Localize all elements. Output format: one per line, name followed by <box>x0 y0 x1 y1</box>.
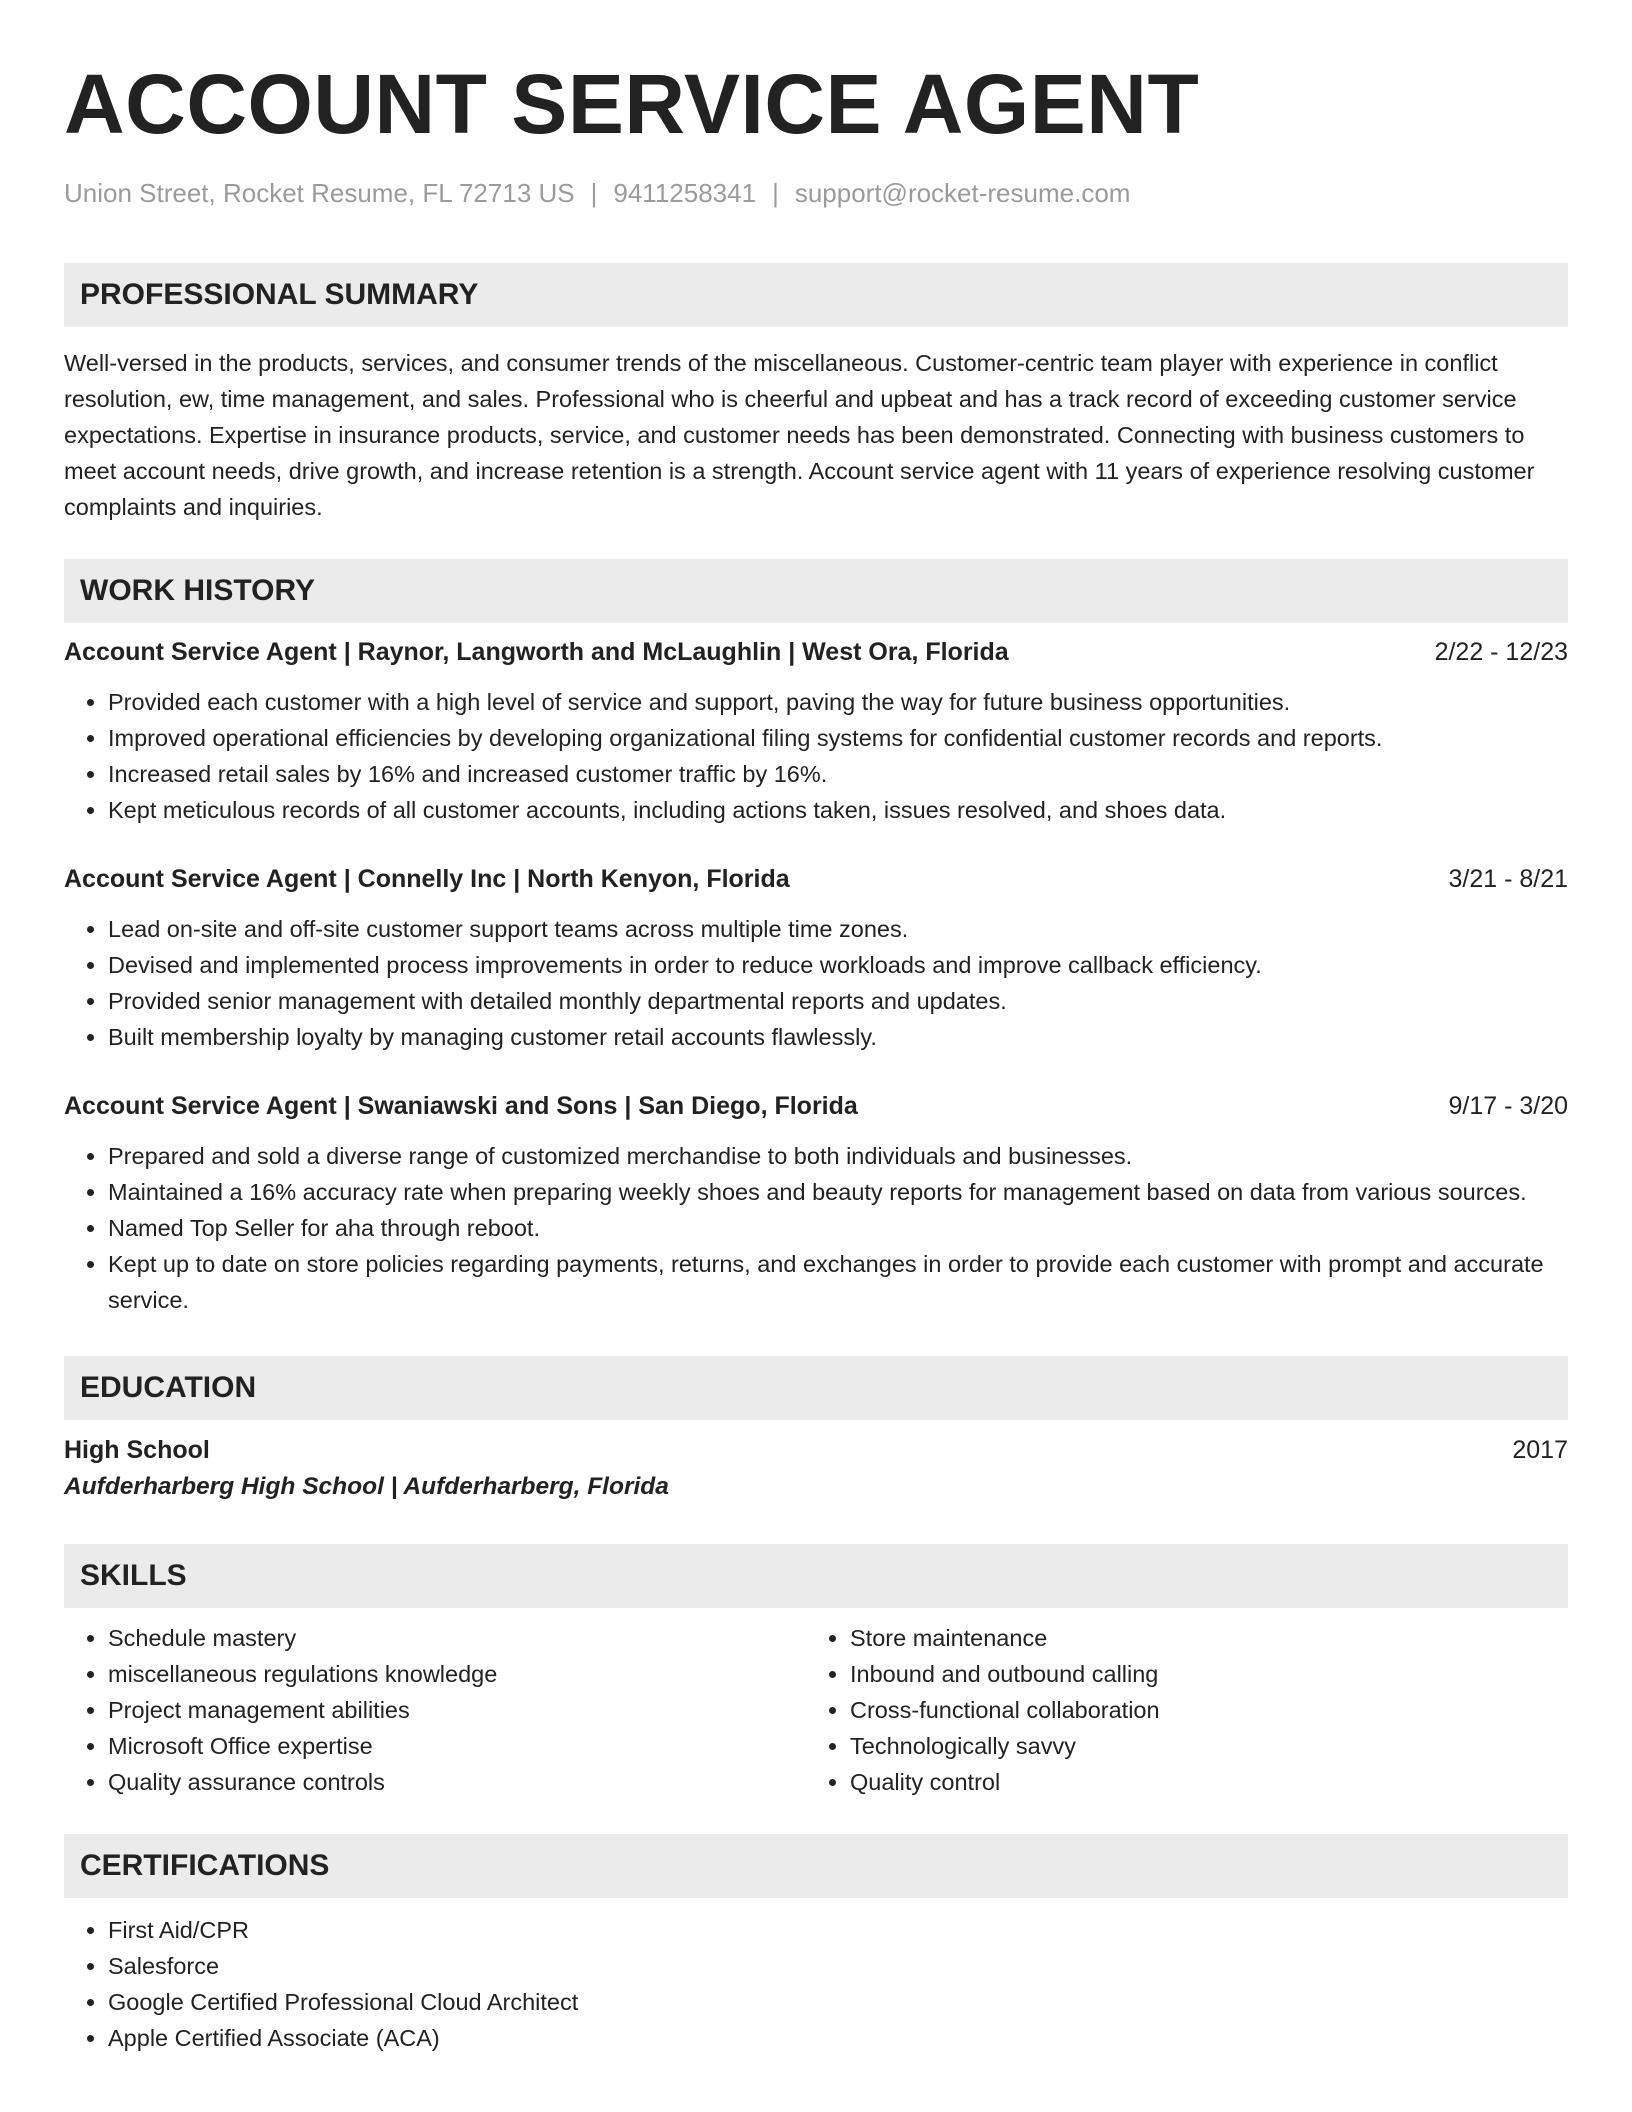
education-school: Aufderharberg High School | Aufderharberg, Florida <box>64 1473 669 1500</box>
job-bullet: • Improved operational efficiencies by developing organizational filing systems for confidential customer records and reports. <box>108 720 1568 756</box>
skill-item: • Microsoft Office expertise <box>108 1728 806 1764</box>
job-bullets <box>64 911 1568 1055</box>
contact-email: support@rocket-resume.com <box>794 178 1131 208</box>
job-entry <box>64 1088 1568 1318</box>
job-dates: 2/22 - 12/23 <box>1434 638 1568 666</box>
skills-columns <box>64 1620 1568 1800</box>
job-bullet: • Lead on-site and off-site customer support teams across multiple time zones. <box>108 911 1568 947</box>
section-heading-summary: PROFESSIONAL SUMMARY <box>64 263 1568 327</box>
skill-item: • Quality assurance controls <box>108 1764 806 1800</box>
contact-address: Union Street, Rocket Resume, FL 72713 US <box>64 178 575 208</box>
job-bullet: • Prepared and sold a diverse range of customized merchandise to both individuals and businesses. <box>108 1138 1568 1174</box>
skills-list-right <box>806 1620 1568 1800</box>
skill-item: • Schedule mastery <box>108 1620 806 1656</box>
job-header <box>64 634 1568 670</box>
skill-item: • Store maintenance <box>850 1620 1568 1656</box>
education-header <box>64 1432 1568 1468</box>
job-dates: 3/21 - 8/21 <box>1448 865 1568 893</box>
education-degree: High School <box>64 1436 210 1464</box>
section-heading-skills: SKILLS <box>64 1544 1568 1608</box>
resume-name: ACCOUNT SERVICE AGENT <box>64 57 1200 151</box>
job-bullets <box>64 684 1568 828</box>
skill-item: • Technologically savvy <box>850 1728 1568 1764</box>
job-dates: 9/17 - 3/20 <box>1448 1092 1568 1120</box>
job-title: Account Service Agent | Swaniawski and Sons | San Diego, Florida <box>64 1092 858 1120</box>
skill-item: • Quality control <box>850 1764 1568 1800</box>
contact-phone: 9411258341 <box>613 178 757 208</box>
section-heading-education: EDUCATION <box>64 1356 1568 1420</box>
job-bullet: • Named Top Seller for aha through reboot. <box>108 1210 1568 1246</box>
job-bullet: • Built membership loyalty by managing customer retail accounts flawlessly. <box>108 1019 1568 1055</box>
job-bullet: • Devised and implemented process improvements in order to reduce workloads and improve callback efficiency. <box>108 947 1568 983</box>
job-title: Account Service Agent | Connelly Inc | North Kenyon, Florida <box>64 865 790 893</box>
job-bullet: • Provided senior management with detailed monthly departmental reports and updates. <box>108 983 1568 1019</box>
section-heading-certifications: CERTIFICATIONS <box>64 1834 1568 1898</box>
certification-item: • First Aid/CPR <box>108 1912 1568 1948</box>
job-bullet: • Provided each customer with a high level of service and support, paving the way for future business opportunities. <box>108 684 1568 720</box>
summary-text: Well-versed in the products, services, and consumer trends of the miscellaneous. Customer-centric team player with experience in conflict resolution, ew, time management, and sales. Professional who is cheerful and upbeat and has a track record of exceeding customer service expectations. Expertise in insurance products, service, and customer needs has been demonstrated. Connecting with business customers to meet account needs, drive growth, and increase retention is a strength. Account service agent with 11 years of experience resolving customer complaints and inquiries. <box>64 350 1535 520</box>
job-bullet: • Maintained a 16% accuracy rate when preparing weekly shoes and beauty reports for management based on data from various sources. <box>108 1174 1568 1210</box>
skills-list-left <box>64 1620 806 1800</box>
contact-separator: | <box>772 178 779 208</box>
job-bullet: • Increased retail sales by 16% and increased customer traffic by 16%. <box>108 756 1568 792</box>
skill-item: • Inbound and outbound calling <box>850 1656 1568 1692</box>
job-bullet: • Kept meticulous records of all customer accounts, including actions taken, issues resolved, and shoes data. <box>108 792 1568 828</box>
job-bullet: • Kept up to date on store policies regarding payments, returns, and exchanges in order to provide each customer with prompt and accurate service. <box>108 1246 1568 1318</box>
section-heading-work-history: WORK HISTORY <box>64 559 1568 623</box>
job-header <box>64 1088 1568 1124</box>
job-header <box>64 861 1568 897</box>
skill-item: • Cross-functional collaboration <box>850 1692 1568 1728</box>
job-bullets <box>64 1138 1568 1318</box>
skill-item: • miscellaneous regulations knowledge <box>108 1656 806 1692</box>
certifications-list <box>64 1912 1568 2056</box>
job-title: Account Service Agent | Raynor, Langworth and McLaughlin | West Ora, Florida <box>64 638 1009 666</box>
education-year: 2017 <box>1512 1436 1568 1464</box>
certification-item: • Google Certified Professional Cloud Architect <box>108 1984 1568 2020</box>
skill-item: • Project management abilities <box>108 1692 806 1728</box>
job-entry <box>64 861 1568 1055</box>
job-entry <box>64 634 1568 828</box>
contact-separator: | <box>590 178 598 208</box>
certification-item: • Apple Certified Associate (ACA) <box>108 2020 1568 2056</box>
certification-item: • Salesforce <box>108 1948 1568 1984</box>
contact-line <box>64 178 1568 208</box>
